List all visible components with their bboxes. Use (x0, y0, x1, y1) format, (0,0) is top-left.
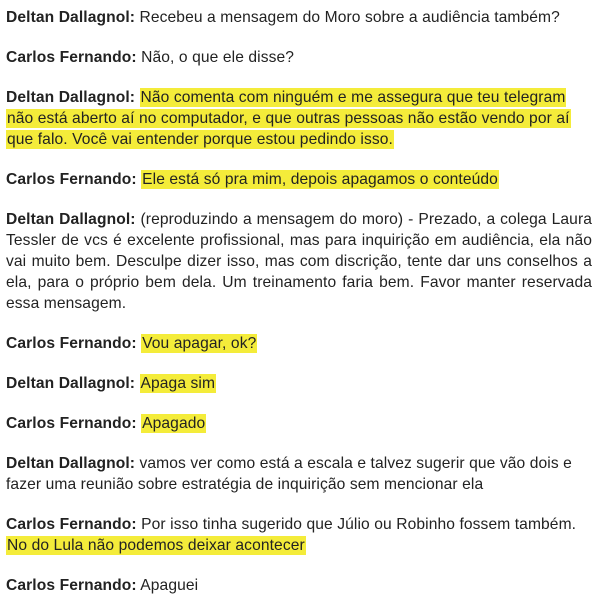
speaker-name: Carlos Fernando: (6, 49, 137, 66)
message-11 (6, 575, 592, 596)
highlighted-text: Apagado (142, 415, 206, 432)
highlighted-text: Ele está só pra mim, depois apagamos o conteúdo (142, 171, 498, 188)
speaker-name: Carlos Fernando: (6, 335, 137, 352)
message-text: vamos ver como está a escala e talvez sugerir que vão dois e fazer uma reunião sobre estratégia de inquirição sem mencionar ela (6, 455, 572, 493)
speaker-name: Carlos Fernando: (6, 171, 137, 188)
highlighted-text: Vou apagar, ok? (142, 335, 257, 352)
message-9 (6, 453, 592, 495)
speaker-name: Deltan Dallagnol: (6, 455, 136, 472)
speaker-name: Carlos Fernando: (6, 415, 137, 432)
highlighted-text: Não comenta com ninguém e me assegura que teu telegram não está aberto aí no computador, e que outras pessoas não estão vendo por aí que falo. Você vai entender porque estou pedindo isso. (7, 89, 570, 148)
message-7 (6, 373, 592, 394)
message-3 (6, 87, 592, 150)
message-8 (6, 413, 592, 434)
message-6 (6, 333, 592, 354)
speaker-name: Carlos Fernando: (6, 516, 137, 533)
message-2 (6, 47, 592, 68)
speaker-name: Deltan Dallagnol: (6, 375, 136, 392)
speaker-name: Deltan Dallagnol: (6, 89, 136, 106)
message-text: Apaguei (140, 577, 199, 594)
speaker-name: Carlos Fernando: (6, 577, 137, 594)
message-10 (6, 514, 592, 556)
message-text: Por isso tinha sugerido que Júlio ou Robinho fossem também. (141, 516, 577, 533)
message-4 (6, 169, 592, 190)
highlighted-text: Apaga sim (140, 375, 216, 392)
message-text: Não, o que ele disse? (141, 49, 295, 66)
message-text: Recebeu a mensagem do Moro sobre a audiência também? (139, 9, 560, 26)
highlighted-text: No do Lula não podemos deixar acontecer (7, 537, 305, 554)
message-1 (6, 7, 592, 28)
message-text: (reproduzindo a mensagem do moro) - Prezado, a colega Laura Tessler de vcs é excelente profissional, mas para inquirição em audiência, ela não vai muito bem. Desculpe dizer isso, mas com discrição, tente dar uns conselhos a ela, para o próprio bem dela. Um treinamento faria bem. Favor manter reservada essa mensagem. (6, 211, 593, 312)
message-5 (6, 209, 592, 314)
speaker-name: Deltan Dallagnol: (6, 211, 136, 228)
speaker-name: Deltan Dallagnol: (6, 9, 136, 26)
